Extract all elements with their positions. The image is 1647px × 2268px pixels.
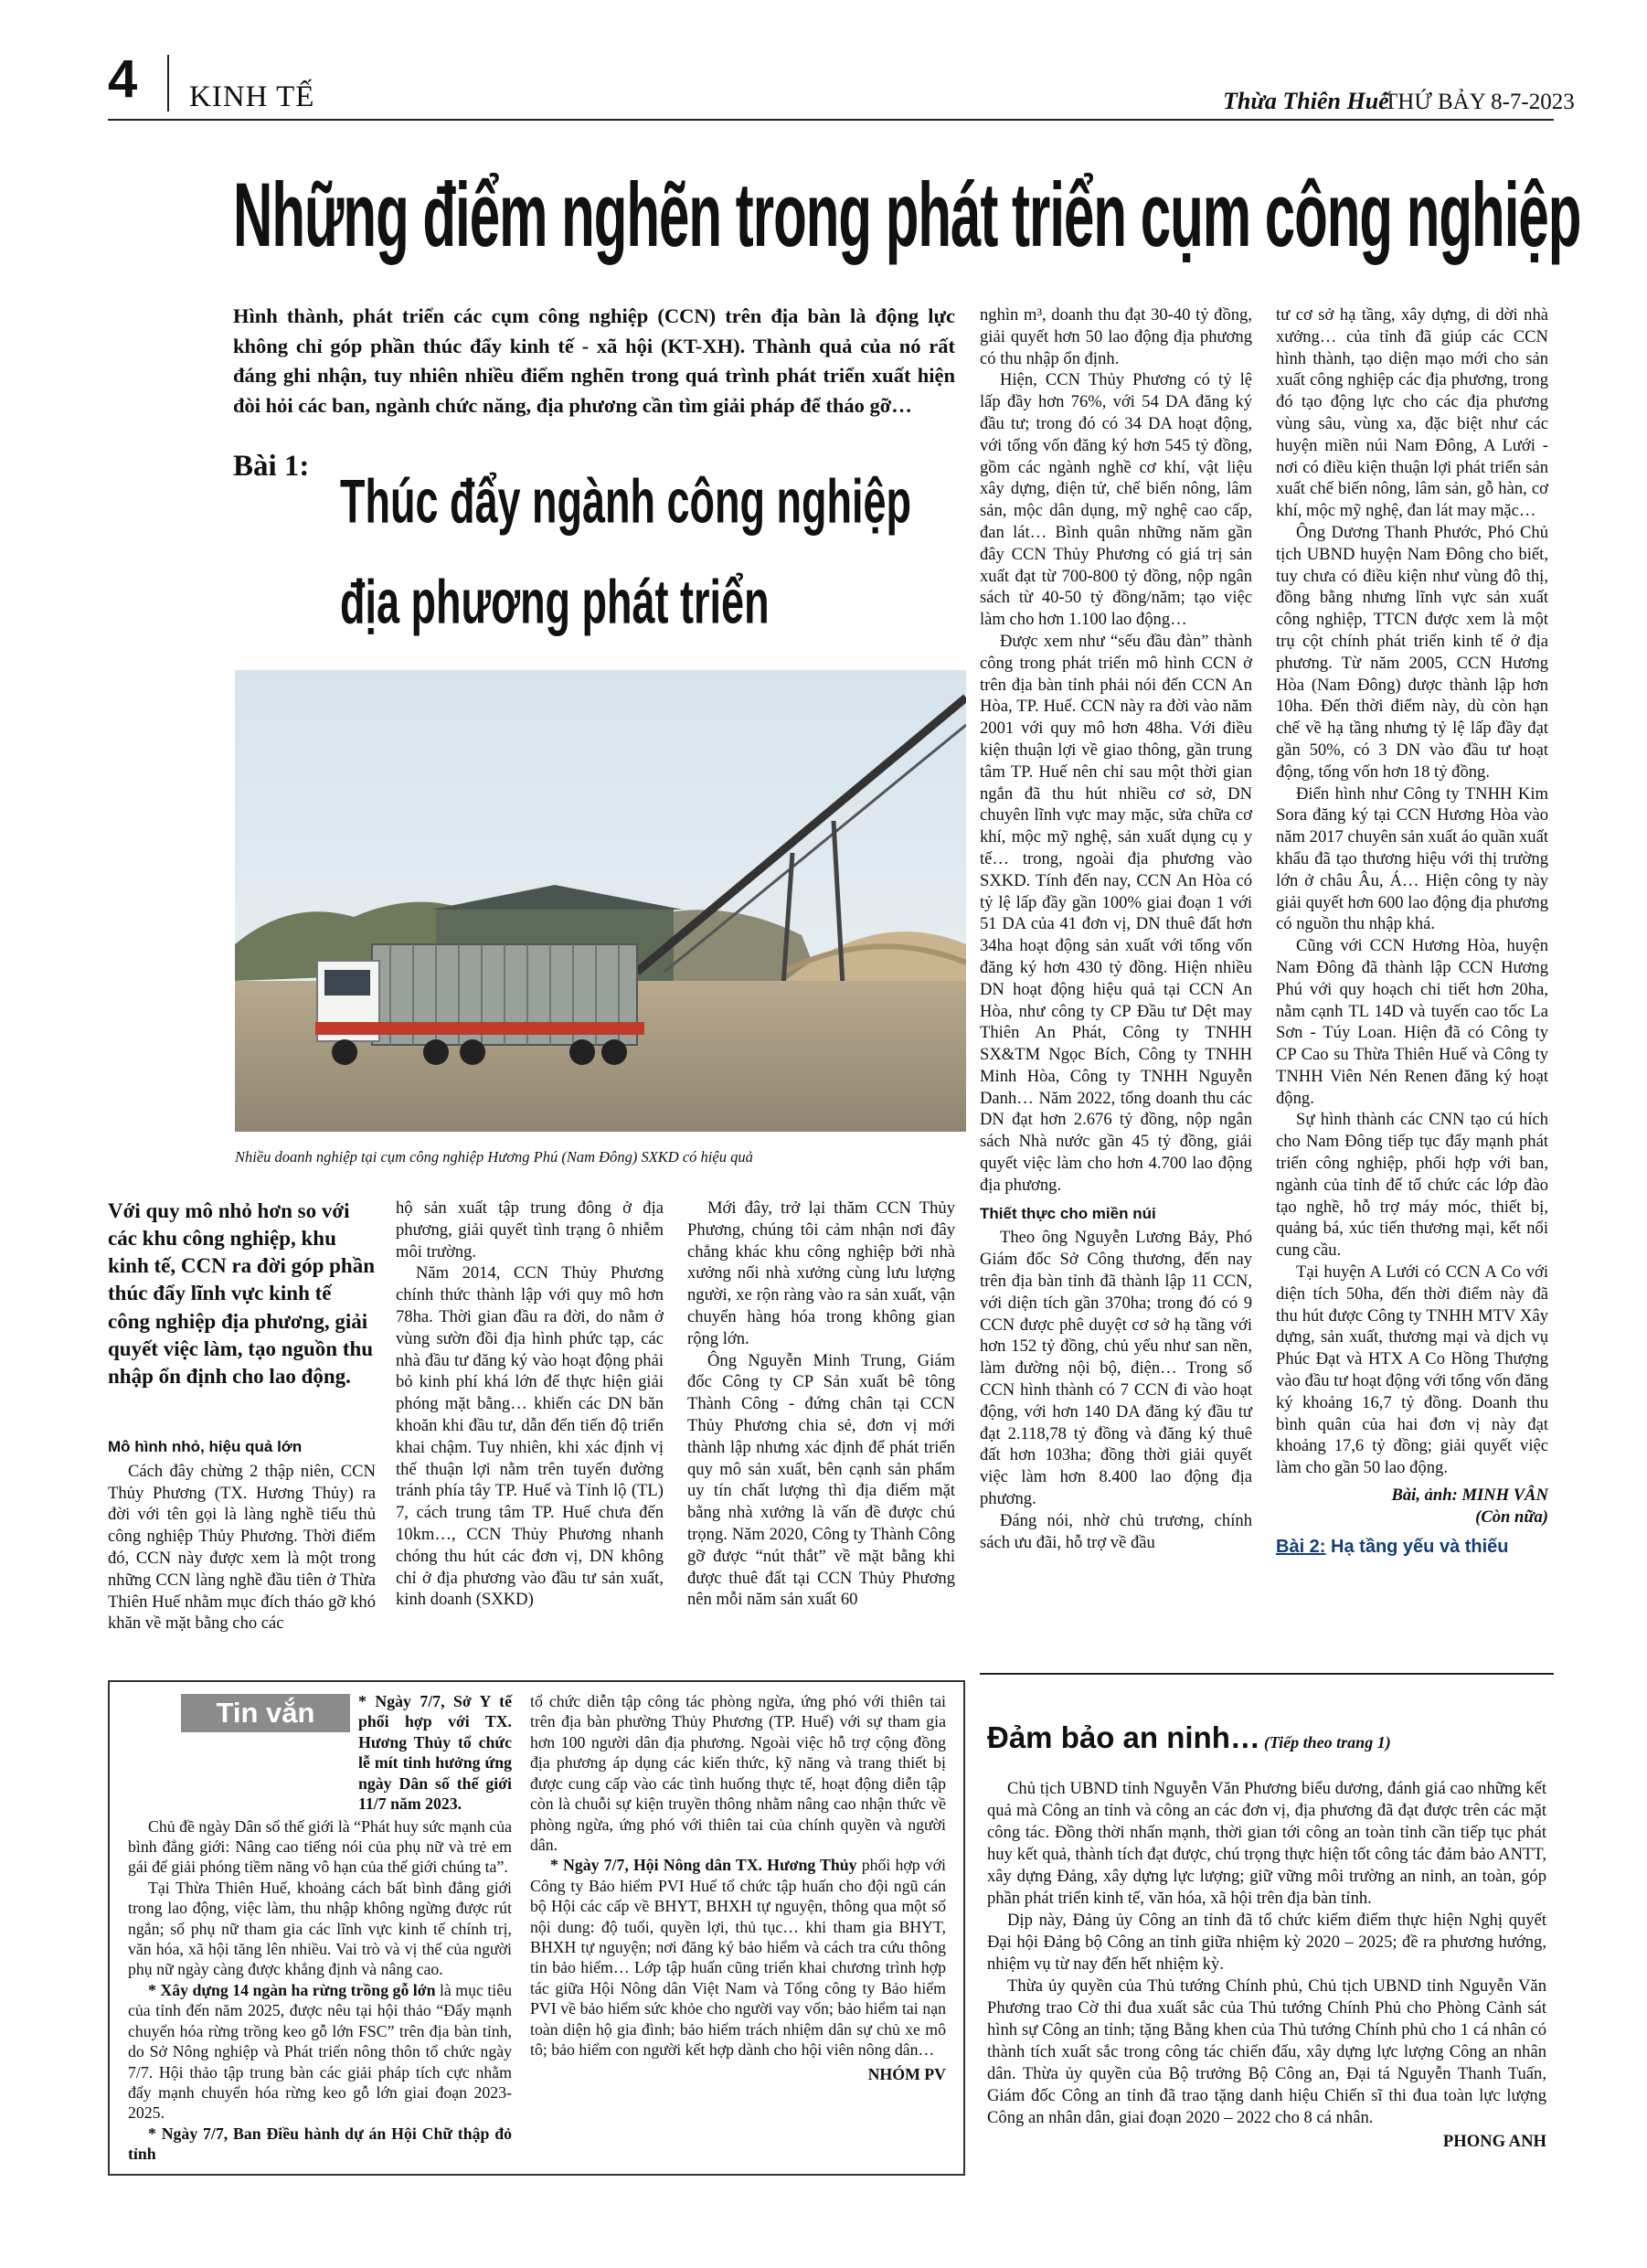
news-signature: NHÓM PV	[867, 2064, 946, 2083]
part-title-line2: địa phương phát triển	[340, 567, 770, 637]
header-rule	[108, 119, 1554, 121]
paragraph: Điển hình như Công ty TNHH Kim Sora đăng ký tại CCN Hương Hòa vào năm 2017 chuyên sản xuất áo quần xuất khẩu đã tạo thương hiệu với thị trường lớn ở châu Âu, Á… Hiện công ty này giải quyết hơn 600 lao động địa phương có nguồn thu nhập khá.	[1276, 783, 1548, 934]
security-headline: Đảm bảo an ninh…	[987, 1720, 1260, 1754]
paragraph: Tại Thừa Thiên Huế, khoảng cách bất bình đẳng giới trong lao động, việc làm, thu nhập không ngừng được rút ngắn; số phụ nữ tham gia các lĩnh vực kinh tế chính trị, văn hóa, xã hội tăng lên nhiều. Vai trò và vị thế của người phụ nữ ngày càng được khẳng định và nâng cao.	[128, 1878, 512, 1979]
paragraph	[128, 2124, 512, 2165]
paragraph: tư cơ sở hạ tầng, xây dựng, di dời nhà xưởng… của tỉnh đã giúp các CCN hình thành, tạo diện mạo mới cho sản xuất công nghiệp các địa phương, trong đó tạo động lực cho các địa phương vùng sâu, vùng xa, đặc biệt như các huyện miền núi Nam Đông, A Lưới - nơi có điều kiện thuận lợi phát triển sản xuất chế biến nông, lâm sản, gỗ hàn, cơ khí, mộc mỹ nghệ, đan lát may mặc…	[1276, 305, 1548, 521]
paragraph: Theo ông Nguyễn Lương Bảy, Phó Giám đốc Sở Công thương, đến nay trên địa bàn tỉnh đã thành lập 11 CCN, với diện tích gần 370ha; trong đó có 9 CCN được phê duyệt cơ sở hạ tầng với hơn 152 tỷ đồng, chủ yếu như san nền, làm đường nội bộ, điện… Trong số CCN hình thành có 7 CCN đi vào hoạt động, với hơn 140 DA đăng ký đầu tư đạt 2.118,78 tỷ đồng và đăng ký thuê đất hơn 103ha; đồng thời giải quyết việc làm hơn 8.400 lao động địa phương.	[980, 1228, 1252, 1508]
paragraph: Cách đây chừng 2 thập niên, CCN Thủy Phương (TX. Hương Thủy) ra đời với tên gọi là làng nghề tiểu thủ công nghiệp Thủy Phương. Thời điểm đó, CCN này được xem là một trong những CCN làng nghề đầu tiên ở Thừa Thiên Huế nhằm mục đích tháo gỡ khó khăn về mặt bằng cho các	[108, 1461, 376, 1634]
main-headline: Những điểm nghẽn trong phát triển cụm công nghiệp	[233, 164, 1581, 266]
paragraph: Được xem như “sếu đầu đàn” thành công trong phát triển mô hình CCN ở trên địa bàn tỉnh phải nói đến CCN An Hòa, TP. Huế. CCN này ra đời vào năm 2001 với quy mô hơn 48ha. Với điều kiện thuận lợi về giao thông, gần trung tâm TP. Huế nên chỉ sau một thời gian ngắn đã thu hút nhiều cơ sở, DN chuyên lĩnh vực may mặc, sửa chữa cơ khí, mộc mỹ nghệ, sản xuất dụng cụ y tế… trong, ngoài địa phương vào SXKD. Tính đến nay, CCN An Hòa có tỷ lệ lấp đầy gần 100% giai đoạn 1 với 51 DA của 41 đơn vị, DN thuê đất hơn 34ha hoạt động sản xuất với tổng vốn đăng ký hơn 430 tỷ đồng. Hiện nhiều DN hoạt động hiệu quả tại CCN An Hòa, như công ty CP Đầu tư Dệt may Thiên An Phát, Công ty TNHH SX&TM Ngọc Bích, Công ty TNHH Minh Hòa, Công ty TNHH Nguyễn Danh… Năm 2022, tổng doanh thu các DN đạt hơn 2.676 tỷ đồng, nộp ngân sách Nhà nước gần 45 tỷ đồng, giải quyết việc làm cho hơn 4.700 lao động địa phương.	[980, 631, 1252, 1195]
news-item-1: * Ngày 7/7, Sở Y tế phối hợp với TX. Hương Thủy tổ chức lễ mít tinh hưởng ứng ngày Dân số thế giới 11/7 năm 2023.	[358, 1692, 512, 1814]
news-item-2-head: * Xây dựng 14 ngàn ha rừng trồng gỗ lớn	[148, 1980, 436, 1999]
paragraph: Dịp này, Đảng ủy Công an tỉnh đã tổ chức kiểm điểm thực hiện Nghị quyết Đại hội Đảng bộ Công an tỉnh giữa nhiệm kỳ 2020 – 2025; đề ra phương hướng, nhiệm vụ từ nay đến hết nhiệm kỳ.	[987, 1910, 1546, 1974]
news-item-3-text: tổ chức diễn tập công tác phòng ngừa, ứng phó với thiên tai trên địa bàn phường Thủy Phương (TP. Huế) với sự tham gia hơn 100 người dân địa phương. Ngoài việc hỗ trợ cộng đồng địa phương áp dụng các kiến thức, kỹ năng và trang thiết bị được cung cấp vào các tình huống thực tế, hoạt động diễn tập còn là chuỗi sự kiện truyền thông nhằm nâng cao nhận thức về phòng ngừa, ứng phó với thiên tai của chính quyền và người dân.	[530, 1692, 946, 1854]
paragraph: Năm 2014, CCN Thủy Phương chính thức thành lập với quy mô hơn 78ha. Thời gian đầu ra đời, do nằm ở vùng sườn đồi địa hình phức tạp, các nhà đầu tư đăng ký vào hoạt động phải bỏ kinh phí khá lớn để thực hiện giải phóng mặt bằng… khiến các DN băn khoăn khi đầu tư, dẫn đến tiến độ triển khai chậm. Tuy nhiên, khi xác định vị thế thuận lợi nằm trên tuyến đường tránh phía tây TP. Huế và Tỉnh lộ (TL) 7, cách trung tâm TP. Huế chưa đến 10km…, CCN Thủy Phương nhanh chóng thu hút các đơn vị, DN không chỉ ở địa phương vào đầu tư sản xuất, kinh doanh (SXKD)	[396, 1263, 664, 1610]
news-brief-title: Tin vắn	[181, 1694, 350, 1732]
section-rule	[980, 1673, 1554, 1675]
header-divider	[167, 55, 169, 112]
byline: Bài, ảnh: MINH VÂN	[1391, 1485, 1548, 1506]
part-label: Bài 1:	[233, 450, 310, 483]
paragraph: Thừa ủy quyền của Thủ tướng Chính phủ, Chủ tịch UBND tỉnh Nguyễn Văn Phương trao Cờ thi đua xuất sắc của Thủ tướng Chính Phủ cho Phòng Cảnh sát hình sự Công an tỉnh; tặng Bằng khen của Thủ tướng Chính phủ cho 1 cá nhân có thành tích xuất sắc trong công tác chiến đấu, xây dựng lực lượng Công an nhân dân. Thừa ủy quyền của Bộ trưởng Bộ Công an, Đại tá Nguyễn Thanh Tuấn, Giám đốc Công an tỉnh đã trao tặng danh hiệu Chiến sĩ thi đua toàn lực lượng Công an nhân dân, giai đoạn 2020 – 2022 cho 8 cá nhân.	[987, 1975, 1546, 2127]
factory-photo	[235, 670, 966, 1132]
paragraph: Đáng nói, nhờ chủ trương, chính sách ưu đãi, hỗ trợ về đầu	[980, 1510, 1252, 1552]
column-3	[687, 1198, 955, 1611]
paragraph: Mới đây, trở lại thăm CCN Thủy Phương, chúng tôi cảm nhận nơi đây chẳng khác khu công nghiệp bởi nhà xưởng nối nhà xưởng cùng lưu lượng người, xe rộn ràng vào ra sản xuất, vận chuyển hàng hóa trong không gian rộng lớn.	[687, 1198, 955, 1348]
page-number: 4	[108, 49, 138, 109]
section-name: KINH TẾ	[189, 80, 315, 113]
security-body	[987, 1778, 1546, 2153]
pull-quote: Với quy mô nhỏ hơn so với các khu công nghiệp, khu kinh tế, CCN ra đời góp phần thúc đẩy lĩnh vực kinh tế công nghiệp địa phương, giải quyết việc làm, tạo nguồn thu nhập ổn định cho lao động.	[108, 1199, 376, 1388]
newspaper-name: Thừa Thiên Huế	[1223, 88, 1389, 114]
security-signature: PHONG ANH	[1442, 2131, 1546, 2151]
subhead-mountain: Thiết thực cho miền núi	[980, 1204, 1156, 1222]
paragraph: Sự hình thành các CNN tạo cú hích cho Nam Đông tiếp tục đẩy mạnh phát triển công nghiệp, phối hợp với ban, ngành của tỉnh để tổ chức các lớp đào tạo nghề, hỗ trợ máy móc, thiết bị, quảng bá, xúc tiến thương mại, kết nối cung cầu.	[1276, 1110, 1548, 1261]
column-2	[396, 1198, 664, 1611]
paragraph: Tại huyện A Lưới có CCN A Co với diện tích 50ha, đến thời điểm này đã thu hút được Công ty TNHH MTV Xây dựng, sản xuất, thương mại và dịch vụ Phúc Đạt và HTX A Co Hồng Thượng vào đầu tư hoạt động với tổng vốn đăng ký khoảng 16,7 tỷ đồng. Doanh thu bình quân của hai đơn vị này đạt khoảng 17,6 tỷ đồng; giải quyết việc làm cho gần 50 lao động.	[1276, 1262, 1548, 1478]
news-item-4-text: phối hợp với Công ty Bảo hiểm PVI Huế tổ chức tập huấn cho đội ngũ cán bộ Hội các cấp về BHYT, BHXH tự nguyện, thông qua một số nội dung: độ tuổi, quyền lợi, thủ tục… khi tham gia BHYT, BHXH tự nguyện; nơi đăng ký bảo hiểm và cách tra cứu thông tin bảo hiểm… Lớp tập huấn cũng triển khai chương trình hợp tác giữa Hội Nông dân Việt Nam và Tổng công ty Bảo hiểm PVI về bảo hiểm sức khỏe cho người vay vốn; bảo hiểm tai nạn toàn diện hộ gia đình; bảo hiểm trách nhiệm dân sự chủ xe mô tô; bảo hiểm con người kết hợp dành cho hội viên nông dân…	[530, 1856, 947, 2060]
article-lead: Hình thành, phát triển các cụm công nghiệp (CCN) trên địa bàn là động lực không chỉ góp phần thúc đẩy kinh tế - xã hội (KT-XH). Thành quả của nó rất đáng ghi nhận, tuy nhiên nhiều điểm nghẽn trong quá trình phát triển xuất hiện đòi hỏi các ban, ngành chức năng, địa phương cần tìm giải pháp để tháo gỡ…	[233, 304, 955, 417]
paragraph: Ông Dương Thanh Phước, Phó Chủ tịch UBND huyện Nam Đông cho biết, tuy chưa có điều kiện như vùng đô thị, đồng bằng nhưng lĩnh vực sản xuất công nghiệp, TTCN được xem là một trụ cột chính phát triển kinh tế ở địa phương. Từ năm 2005, CCN Hương Hòa (Nam Đông) được thành lập hơn 10ha. Đến thời điểm này, dù còn hạn chế về hạ tầng nhưng tỷ lệ lấp đầy đạt gần 50%, có 3 DN vào đầu tư hoạt động, tổng vốn hơn 18 tỷ đồng.	[1276, 522, 1548, 782]
next-part-title: Hạ tầng yếu và thiếu	[1331, 1536, 1509, 1557]
part-title-line1: Thúc đẩy ngành công nghiệp	[340, 466, 911, 537]
issue-date: THỨ BẢY 8-7-2023	[1384, 90, 1575, 114]
column-4	[980, 304, 1252, 1553]
continued-from: (Tiếp theo trang 1)	[1263, 1733, 1391, 1752]
column-5	[1276, 304, 1548, 1559]
news-item-2-text: là mục tiêu của tỉnh đến năm 2025, được nêu tại hội thảo “Đẩy mạnh chuyển hóa rừng trồng keo gỗ lớn FSC” trên địa bàn tỉnh, do Sở Nông nghiệp và Phát triển nông thôn tổ chức ngày 7/7. Hội thảo tập trung bàn các giải pháp tích cực nhằm đẩy mạnh chuyển hóa rừng keo gỗ lớn giai đoạn 2023-2025.	[128, 1980, 512, 2123]
news-item-3-head: * Ngày 7/7, Ban Điều hành dự án Hội Chữ thập đỏ tỉnh	[128, 2124, 512, 2164]
security-title	[987, 1720, 1391, 1755]
paragraph: Ông Nguyễn Minh Trung, Giám đốc Công ty CP Sản xuất bê tông Thành Công - đứng chân tại CCN Thủy Phương chia sẻ, đơn vị mới thành lập nhưng xác định để phát triển quy mô sản xuất, bên cạnh sản phẩm uy tín chất lượng thì địa điểm mặt bằng nhà xưởng là vấn đề được chú trọng. Năm 2020, Công ty Thành Công gỡ được “nút thắt” về mặt bằng khi được thuê đất tại CCN Thủy Phương nên mỗi năm sản xuất 60	[687, 1350, 955, 1610]
news-col-2	[530, 1691, 946, 2084]
continued-note: (Còn nữa)	[1475, 1507, 1548, 1527]
column-1	[108, 1430, 376, 1634]
paragraph: Chủ tịch UBND tỉnh Nguyễn Văn Phương biểu dương, đánh giá cao những kết quả mà Công an tỉnh và công an các đơn vị, địa phương đã đạt được trên các mặt công tác. Đồng thời nhấn mạnh, thời gian tới công an toàn tỉnh cần tiếp tục phát huy kết quả, thành tích đạt được, chú trọng thực hiện tốt công tác đảm bảo ANTT, xây dựng Đảng, xây dựng lực lượng; giữ vững môi trường an ninh, an toàn, góp phần phát triển kinh tế, văn hóa, xã hội trên địa bàn tỉnh.	[987, 1779, 1546, 1908]
news-item-4-head: * Ngày 7/7, Hội Nông dân TX. Hương Thủy	[550, 1856, 857, 1875]
next-part-label: Bài 2:	[1276, 1536, 1326, 1557]
paragraph	[530, 1855, 946, 2060]
paragraph: Chủ đề ngày Dân số thế giới là “Phát huy sức mạnh của bình đẳng giới: Nâng cao tiếng nói của phụ nữ và trẻ em gái để giải phóng tiềm năng vô hạn của thế giới chúng ta”.	[128, 1816, 512, 1877]
paragraph: Cũng với CCN Hương Hòa, huyện Nam Đông đã thành lập CCN Hương Phú với quy hoạch chi tiết hơn 20ha, nằm cạnh TL 14D và tuyến cao tốc La Sơn - Túy Loan. Hiện đã có Công ty CP Cao su Thừa Thiên Huế và Công ty TNHH Viên Nén Renen đăng ký hoạt động.	[1276, 936, 1548, 1108]
paragraph: nghìn m³, doanh thu đạt 30-40 tỷ đồng, giải quyết hơn 50 lao động địa phương có thu nhập ổn định.	[980, 305, 1252, 368]
paragraph: Hiện, CCN Thủy Phương có tỷ lệ lấp đầy hơn 76%, với 54 DA đăng ký đầu tư; trong đó có 34 DA hoạt động, với tổng vốn đăng ký hơn 545 tỷ đồng, gồm các ngành nghề cơ khí, vật liệu xây dựng, điện tử, chế biến nông, lâm sản, mộc dân dụng, mỹ nghệ cao cấp, đan lát… Bình quân những năm gần đây CCN Thủy Phương có giá trị sản xuất đạt từ 700-800 tỷ đồng, nộp ngân sách từ 40-50 tỷ đồng/năm; tạo việc làm cho hơn 1.100 lao động…	[980, 370, 1252, 630]
paragraph	[128, 1980, 512, 2124]
paragraph: hộ sản xuất tập trung đông ở địa phương, giải quyết tình trạng ô nhiễm môi trường.	[396, 1198, 664, 1262]
subhead-model: Mô hình nhỏ, hiệu quả lớn	[108, 1438, 303, 1455]
news-col-1	[128, 1691, 512, 2165]
photo-caption: Nhiều doanh nghiệp tại cụm công nghiệp Hương Phú (Nam Đông) SXKD có hiệu quả	[235, 1148, 753, 1166]
